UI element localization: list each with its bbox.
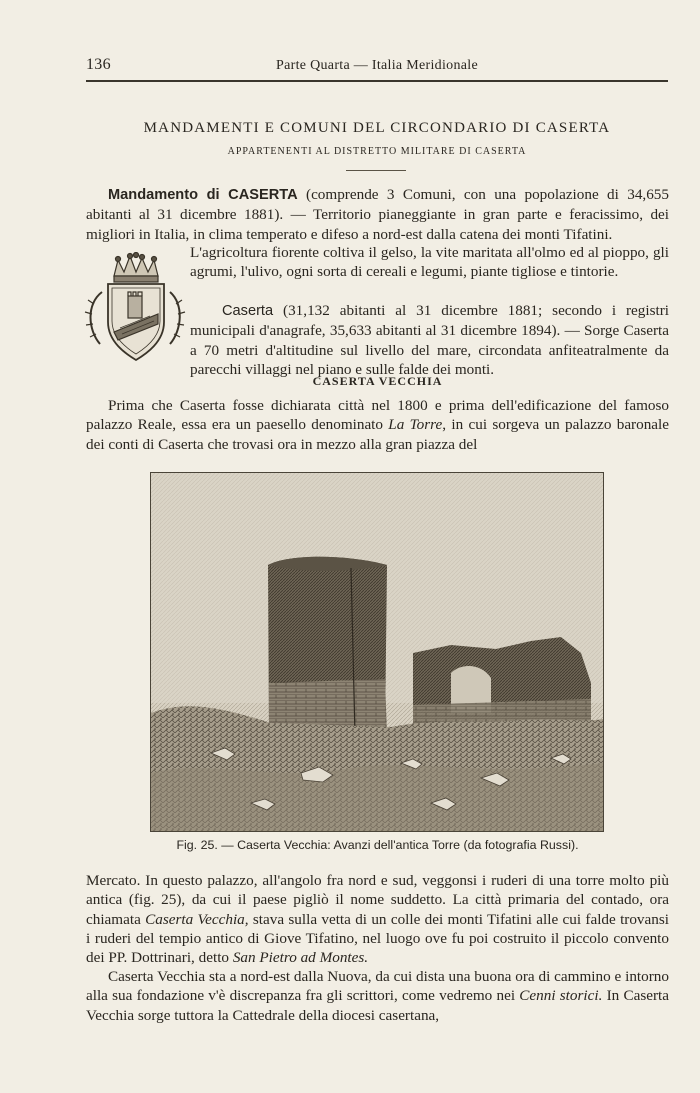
page-number: 136 (86, 56, 111, 73)
mandamento-text: (comprende 3 Comuni, con una popolazione di 34,655 abitanti al 31 dicembre 1881). — Territorio pianeggiante in gran parte e feracissimo, dei migliori in Italia, in clima temperato e difeso a nord-est dalla catena dei monti Tifatini. (86, 186, 669, 243)
paragraph-caserta (190, 301, 669, 379)
figure-tower-illustration (150, 472, 604, 832)
tower-engraving-icon (151, 473, 603, 831)
vecchia-text-a: Caserta Vecchia sta a nord-est dalla Nuova, da cui dista una buona ora di cammino e intorno alla sua fondazione v'è discrepanza fra gli scrittori, come vedremo nei (86, 968, 669, 1005)
figure-caption: Fig. 25. — Caserta Vecchia: Avanzi dell'antica Torre (da fotografia Russi). (176, 838, 579, 852)
paragraph-prima (86, 396, 669, 454)
section-heading: CASERTA VECCHIA (312, 374, 443, 388)
prima-text-b: , in cui sorgeva un palazzo baronale dei conti di Caserta che trovasi ora in mezzo alla gran piazza del (86, 416, 670, 453)
vecchia-emphasis: Cenni storici. (519, 987, 603, 1005)
caserta-lead: Caserta (222, 303, 274, 319)
prima-emphasis: La Torre (388, 416, 443, 434)
paragraph-agricoltura: L'agricoltura fiorente coltiva il gelso, la vite maritata all'olmo ed al pioppo, gli agrumi, l'ulivo, ogni sorta di cereali e legumi, piante tigliose e tintorie. (190, 244, 669, 281)
mandamento-lead: Mandamento di CASERTA (108, 187, 298, 203)
paragraph-mandamento (86, 185, 669, 244)
running-title: Parte Quarta — Italia Meridionale (276, 58, 478, 73)
section-subtitle: APPARTENENTI AL DISTRETTO MILITARE DI CASERTA (227, 146, 527, 157)
title-divider (346, 170, 406, 171)
section-title: MANDAMENTI E COMUNI DEL CIRCONDARIO DI CASERTA (143, 120, 611, 136)
header-rule (86, 80, 668, 82)
paragraph-mercato (86, 871, 669, 967)
mercato-text-a: Mercato. In questo palazzo, all'angolo fra nord e sud, veggonsi i ruderi di una torre molto più antica (fig. 25), da cui il paese pigliò il nome suddetto. La città primaria del contado, ora chiamata (86, 872, 669, 928)
vecchia-text-b: In Caserta Vecchia sorge tuttora la Cattedrale della diocesi casertana, (86, 987, 669, 1024)
paragraph-caserta-vecchia (86, 967, 669, 1025)
coat-of-arms-icon (80, 252, 190, 364)
mercato-emphasis-2: San Pietro ad Montes. (232, 949, 369, 967)
mercato-emphasis-1: Caserta Vecchia, (145, 910, 249, 928)
prima-text-a: Prima che Caserta fosse dichiarata città nel 1800 e prima dell'edificazione del famoso palazzo Reale, essa era un paesello denominato (86, 397, 669, 434)
mercato-text-b: stava sulla vetta di un colle dei monti Tifatini alle cui falde trovansi i ruderi del tempio antico di Giove Tifatino, nel luogo ove fu poi costruito il piccolo convento dei PP. Dottrinari, detto (86, 910, 669, 967)
page-header (86, 56, 668, 78)
caserta-text: (31,132 abitanti al 31 dicembre 1881; secondo i registri municipali d'anagrafe, 35,633 abitanti al 31 dicembre 1894). — Sorge Caserta a 70 metri d'altitudine sul livello del mare, circondata anfiteatralmente da parecchi villaggi nel piano e sulle falde dei monti. (190, 302, 669, 378)
